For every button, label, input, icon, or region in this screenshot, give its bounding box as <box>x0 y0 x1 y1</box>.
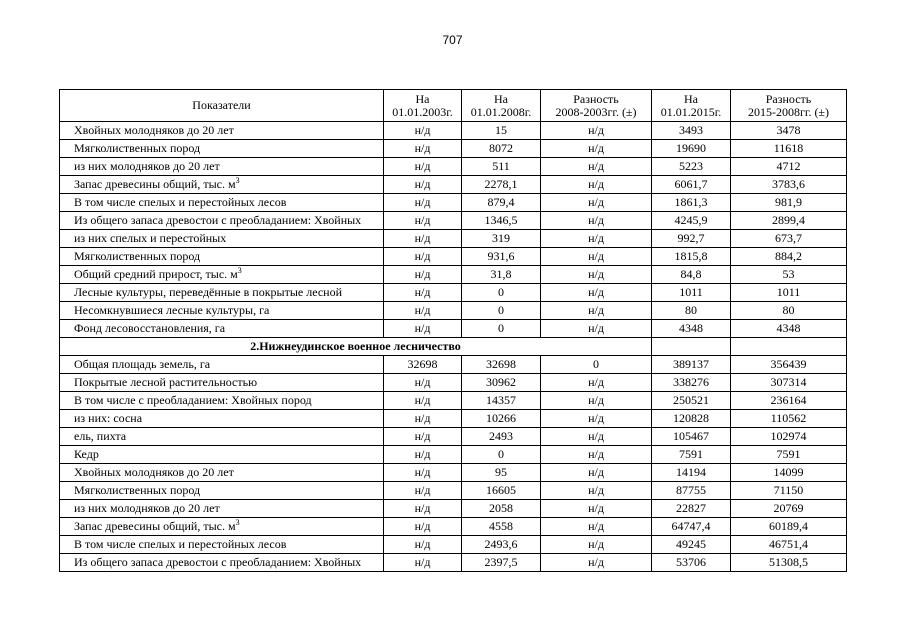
table-row <box>60 194 847 212</box>
value-cell: 11618 <box>731 140 847 158</box>
value-cell: 389137 <box>652 356 731 374</box>
row-label: В том числе с преобладанием: Хвойных пород <box>60 392 384 410</box>
row-label: Мягколиственных пород <box>60 140 384 158</box>
table-header-row <box>60 90 847 122</box>
value-cell: 673,7 <box>731 230 847 248</box>
value-cell: н/д <box>384 374 462 392</box>
value-cell: 981,9 <box>731 194 847 212</box>
value-cell: н/д <box>541 122 652 140</box>
table-row <box>60 374 847 392</box>
value-cell: 0 <box>541 356 652 374</box>
table-row <box>60 176 847 194</box>
value-cell: 1861,3 <box>652 194 731 212</box>
table-row <box>60 212 847 230</box>
unit-superscript: 3 <box>235 518 240 527</box>
value-cell: н/д <box>541 500 652 518</box>
table-row <box>60 554 847 572</box>
value-cell: 1011 <box>731 284 847 302</box>
value-cell: н/д <box>541 518 652 536</box>
table-row <box>60 266 847 284</box>
row-label: Хвойных молодняков до 20 лет <box>60 122 384 140</box>
value-cell: 4558 <box>462 518 541 536</box>
value-cell: н/д <box>384 122 462 140</box>
value-cell: 80 <box>731 302 847 320</box>
row-label: Мягколиственных пород <box>60 248 384 266</box>
row-label: Запас древесины общий, тыс. $м^3$ <box>60 176 384 194</box>
table-row <box>60 122 847 140</box>
value-cell: 46751,4 <box>731 536 847 554</box>
value-cell: н/д <box>384 464 462 482</box>
section-header-row <box>60 338 847 356</box>
value-cell: 236164 <box>731 392 847 410</box>
table-row <box>60 392 847 410</box>
value-cell: н/д <box>384 248 462 266</box>
value-cell: 356439 <box>731 356 847 374</box>
table-row <box>60 158 847 176</box>
value-cell: 2493 <box>462 428 541 446</box>
value-cell: 71150 <box>731 482 847 500</box>
row-label: из них: сосна <box>60 410 384 428</box>
row-label: из них молодняков до 20 лет <box>60 500 384 518</box>
table-body <box>60 122 847 572</box>
table-row <box>60 482 847 500</box>
row-label: Лесные культуры, переведённые в покрытые лесной <box>60 284 384 302</box>
unit-superscript: 3 <box>237 266 242 275</box>
value-cell: 10266 <box>462 410 541 428</box>
value-cell: н/д <box>541 410 652 428</box>
value-cell: н/д <box>384 410 462 428</box>
value-cell: н/д <box>384 176 462 194</box>
value-cell: 3478 <box>731 122 847 140</box>
table-row <box>60 320 847 338</box>
table-row <box>60 464 847 482</box>
value-cell: н/д <box>384 140 462 158</box>
value-cell: 53706 <box>652 554 731 572</box>
value-cell: 307314 <box>731 374 847 392</box>
value-cell: 250521 <box>652 392 731 410</box>
value-cell: 0 <box>462 320 541 338</box>
value-cell: н/д <box>541 446 652 464</box>
value-cell: 884,2 <box>731 248 847 266</box>
value-cell: н/д <box>384 392 462 410</box>
value-cell: н/д <box>384 482 462 500</box>
value-cell: 931,6 <box>462 248 541 266</box>
value-cell: 14099 <box>731 464 847 482</box>
value-cell: н/д <box>384 266 462 284</box>
value-cell: 19690 <box>652 140 731 158</box>
value-cell: 338276 <box>652 374 731 392</box>
value-cell: 3493 <box>652 122 731 140</box>
value-cell: н/д <box>541 140 652 158</box>
row-label: Фонд лесовосстановления, га <box>60 320 384 338</box>
row-label: Кедр <box>60 446 384 464</box>
table-row <box>60 284 847 302</box>
value-cell: 110562 <box>731 410 847 428</box>
value-cell: н/д <box>541 158 652 176</box>
value-cell: 2058 <box>462 500 541 518</box>
table-row <box>60 536 847 554</box>
value-cell: 7591 <box>652 446 731 464</box>
value-cell: н/д <box>541 302 652 320</box>
row-label: В том числе спелых и перестойных лесов <box>60 194 384 212</box>
value-cell: 60189,4 <box>731 518 847 536</box>
value-cell: 992,7 <box>652 230 731 248</box>
value-cell: н/д <box>541 266 652 284</box>
value-cell: 1815,8 <box>652 248 731 266</box>
value-cell: 879,4 <box>462 194 541 212</box>
value-cell: 4348 <box>731 320 847 338</box>
value-cell: 6061,7 <box>652 176 731 194</box>
forest-data-table <box>59 89 847 572</box>
table-row <box>60 410 847 428</box>
row-label: Из общего запаса древостои с преобладанием: Хвойных <box>60 212 384 230</box>
table-row <box>60 446 847 464</box>
row-label: Запас древесины общий, тыс. $м^3$ <box>60 518 384 536</box>
row-label: из них спелых и перестойных <box>60 230 384 248</box>
value-cell: н/д <box>384 536 462 554</box>
value-cell: н/д <box>541 554 652 572</box>
header-indicators: Показатели <box>60 90 384 122</box>
row-label: Несомкнувшиеся лесные культуры, га <box>60 302 384 320</box>
value-cell: н/д <box>384 212 462 230</box>
header-2003: На 01.01.2003г. <box>384 90 462 122</box>
table-row <box>60 302 847 320</box>
row-label: ель, пихта <box>60 428 384 446</box>
table-row <box>60 230 847 248</box>
header-diff-2015-2008: Разность 2015-2008гг. (±) <box>731 90 847 122</box>
value-cell: 2493,6 <box>462 536 541 554</box>
table-row <box>60 248 847 266</box>
value-cell: 8072 <box>462 140 541 158</box>
value-cell: 95 <box>462 464 541 482</box>
value-cell: 64747,4 <box>652 518 731 536</box>
value-cell: 120828 <box>652 410 731 428</box>
row-label: из них молодняков до 20 лет <box>60 158 384 176</box>
value-cell: 2278,1 <box>462 176 541 194</box>
row-label: Из общего запаса древостои с преобладанием: Хвойных <box>60 554 384 572</box>
value-cell: 5223 <box>652 158 731 176</box>
value-cell: н/д <box>541 482 652 500</box>
empty-cell <box>731 338 847 356</box>
value-cell: н/д <box>384 284 462 302</box>
value-cell: 511 <box>462 158 541 176</box>
value-cell: н/д <box>541 428 652 446</box>
value-cell: н/д <box>541 212 652 230</box>
value-cell: 31,8 <box>462 266 541 284</box>
value-cell: н/д <box>384 194 462 212</box>
value-cell: 0 <box>462 302 541 320</box>
value-cell: 87755 <box>652 482 731 500</box>
value-cell: н/д <box>384 158 462 176</box>
table-row <box>60 428 847 446</box>
row-label: Общая площадь земель, га <box>60 356 384 374</box>
value-cell: н/д <box>541 536 652 554</box>
value-cell: н/д <box>541 284 652 302</box>
value-cell: 14357 <box>462 392 541 410</box>
value-cell: н/д <box>541 464 652 482</box>
value-cell: 319 <box>462 230 541 248</box>
value-cell: н/д <box>384 518 462 536</box>
value-cell: 0 <box>462 446 541 464</box>
value-cell: 102974 <box>731 428 847 446</box>
table-row <box>60 518 847 536</box>
value-cell: 14194 <box>652 464 731 482</box>
value-cell: н/д <box>384 446 462 464</box>
row-label: В том числе спелых и перестойных лесов <box>60 536 384 554</box>
header-2008: На 01.01.2008г. <box>462 90 541 122</box>
value-cell: н/д <box>384 320 462 338</box>
value-cell: н/д <box>541 320 652 338</box>
value-cell: 80 <box>652 302 731 320</box>
value-cell: н/д <box>384 428 462 446</box>
value-cell: н/д <box>384 302 462 320</box>
value-cell: 4348 <box>652 320 731 338</box>
value-cell: н/д <box>384 230 462 248</box>
table-row <box>60 356 847 374</box>
value-cell: 16605 <box>462 482 541 500</box>
value-cell: 7591 <box>731 446 847 464</box>
value-cell: н/д <box>541 374 652 392</box>
value-cell: 4712 <box>731 158 847 176</box>
value-cell: 32698 <box>462 356 541 374</box>
value-cell: н/д <box>541 230 652 248</box>
section-title: 2.Нижнеудинское военное лесничество <box>60 338 652 356</box>
value-cell: 49245 <box>652 536 731 554</box>
value-cell: 1011 <box>652 284 731 302</box>
value-cell: н/д <box>541 176 652 194</box>
value-cell: 1346,5 <box>462 212 541 230</box>
row-label: Мягколиственных пород <box>60 482 384 500</box>
header-diff-2008-2003: Разность 2008-2003гг. (±) <box>541 90 652 122</box>
value-cell: 3783,6 <box>731 176 847 194</box>
value-cell: н/д <box>541 194 652 212</box>
value-cell: 0 <box>462 284 541 302</box>
value-cell: 32698 <box>384 356 462 374</box>
empty-cell <box>652 338 731 356</box>
page-number: 707 <box>442 33 463 47</box>
value-cell: 20769 <box>731 500 847 518</box>
value-cell: 51308,5 <box>731 554 847 572</box>
table-row <box>60 140 847 158</box>
value-cell: 15 <box>462 122 541 140</box>
unit-superscript: 3 <box>235 176 240 185</box>
row-label: Хвойных молодняков до 20 лет <box>60 464 384 482</box>
value-cell: 53 <box>731 266 847 284</box>
value-cell: н/д <box>541 248 652 266</box>
value-cell: 2397,5 <box>462 554 541 572</box>
value-cell: н/д <box>384 554 462 572</box>
value-cell: 105467 <box>652 428 731 446</box>
table-row <box>60 500 847 518</box>
value-cell: н/д <box>384 500 462 518</box>
value-cell: 30962 <box>462 374 541 392</box>
value-cell: 22827 <box>652 500 731 518</box>
header-2015: На 01.01.2015г. <box>652 90 731 122</box>
value-cell: 2899,4 <box>731 212 847 230</box>
value-cell: 84,8 <box>652 266 731 284</box>
value-cell: 4245,9 <box>652 212 731 230</box>
row-label: Общий средний прирост, тыс. $м^3$ <box>60 266 384 284</box>
value-cell: н/д <box>541 392 652 410</box>
row-label: Покрытые лесной растительностью <box>60 374 384 392</box>
